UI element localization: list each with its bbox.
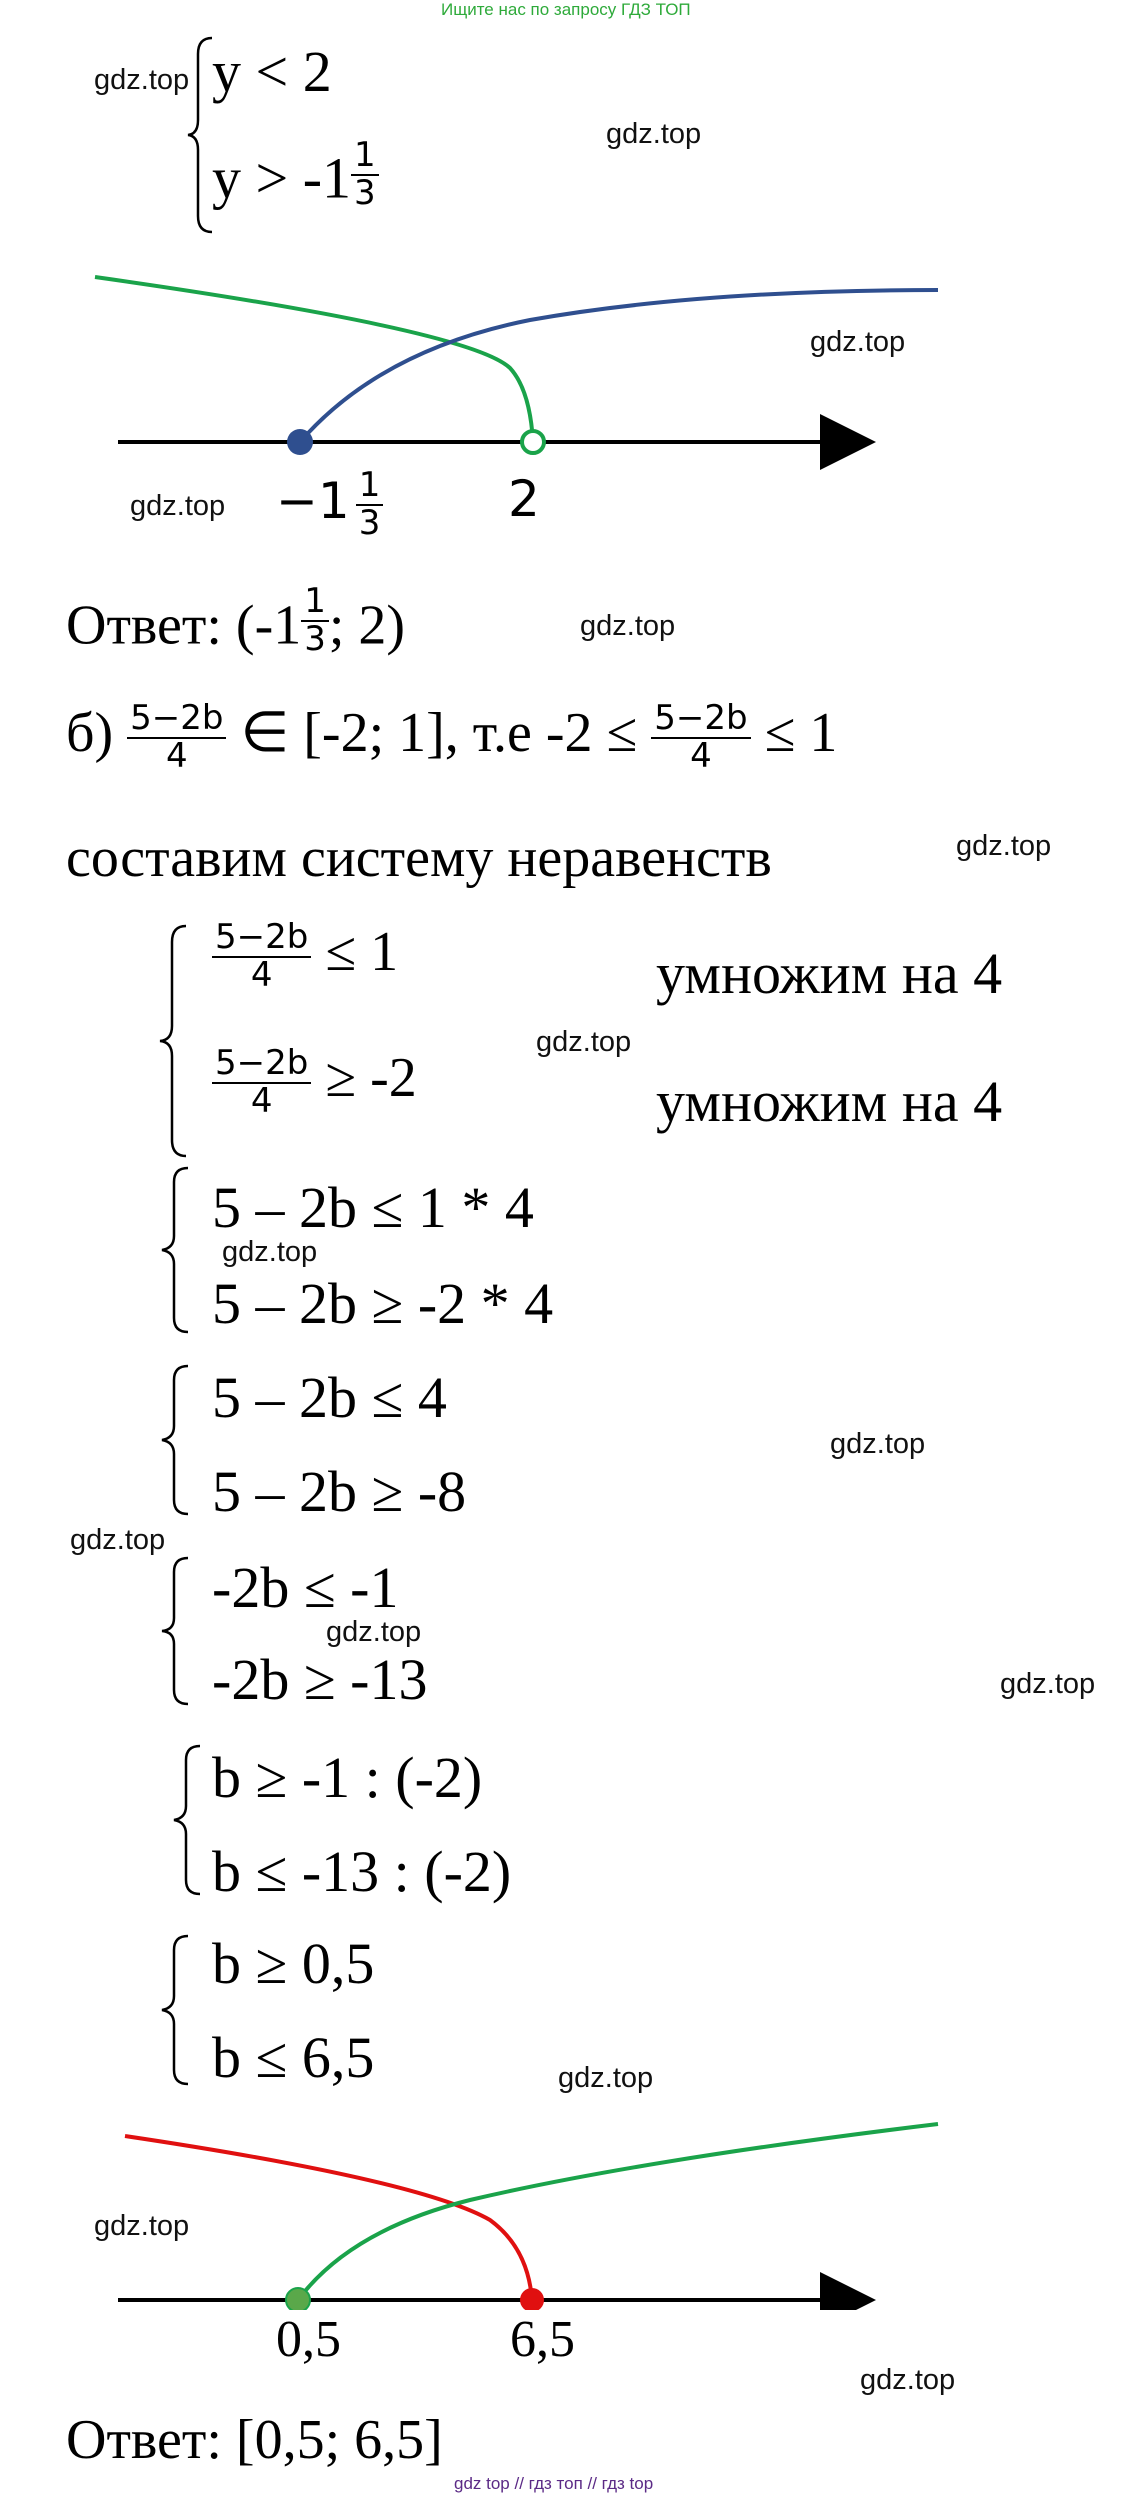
answer-b: Ответ: [0,5; 6,5] [66, 2409, 443, 2471]
system-b1-line1-rel: ≤ 1 [325, 921, 399, 983]
fraction-numerator: 1 [351, 138, 379, 176]
watermark: gdz.top [70, 1524, 166, 1556]
system-brace [158, 924, 190, 1158]
filled-point-left [287, 429, 313, 455]
fraction [351, 135, 379, 213]
system-b2-line1: 5 – 2b ≤ 1 * 4 [212, 1175, 534, 1240]
system-b2-line2: 5 – 2b ≥ -2 * 4 [212, 1271, 554, 1336]
answer-a-prefix: Ответ: (-1 [66, 594, 302, 657]
watermark: gdz.top [558, 2062, 654, 2094]
fraction [212, 917, 311, 996]
watermark: gdz.top [810, 326, 906, 358]
system-b1-line2 [212, 1043, 417, 1122]
watermark: gdz.top [956, 830, 1052, 862]
part-b-intro-suffix: ≤ 1 [764, 702, 838, 764]
watermark: gdz.top [860, 2364, 956, 2396]
system-b5-line1: b ≥ -1 : (-2) [212, 1745, 483, 1810]
fraction-numerator: 5−2b [212, 920, 311, 958]
system-b1-note1: умножим на 4 [656, 941, 1003, 1006]
watermark: gdz.top [830, 1428, 926, 1460]
watermark: gdz.top [580, 610, 676, 642]
fraction-numerator: 1 [301, 584, 329, 622]
footer-links[interactable]: gdz top // гдз топ // гдз top [454, 2474, 654, 2493]
system-b1-note2: умножим на 4 [656, 1069, 1003, 1134]
system-a-line1: y < 2 [212, 39, 332, 104]
watermark: gdz.top [326, 1616, 422, 1648]
fraction [212, 1043, 311, 1122]
answer-a-suffix: ; 2) [328, 594, 406, 657]
system-b4-line2: -2b ≥ -13 [212, 1647, 428, 1712]
system-brace [160, 1166, 192, 1334]
system-b3-line1: 5 – 2b ≤ 4 [212, 1365, 447, 1430]
filled-point-right [520, 2288, 544, 2310]
watermark: gdz.top [94, 2210, 190, 2242]
interval-curve-left [300, 290, 938, 442]
system-brace [160, 1364, 192, 1516]
fraction-denominator: 4 [165, 736, 188, 777]
fraction-denominator: 3 [354, 172, 376, 213]
fraction-denominator: 3 [304, 618, 326, 659]
watermark: gdz.top [130, 490, 226, 522]
fraction-denominator: 4 [250, 955, 273, 996]
filled-point-left [286, 2288, 310, 2310]
system-a-line2 [212, 135, 379, 213]
part-b-intro [66, 700, 837, 775]
system-b6-line2: b ≤ 6,5 [212, 2025, 375, 2090]
part-b-compose: составим систему неравенств [66, 827, 772, 889]
fraction [127, 698, 226, 777]
system-b1-line1 [212, 917, 399, 996]
system-b5-line2: b ≤ -13 : (-2) [212, 1839, 512, 1904]
fraction-denominator: 4 [690, 736, 712, 777]
fraction [301, 581, 329, 659]
fraction [651, 698, 750, 777]
fraction-numerator: 5−2b [212, 1046, 311, 1084]
system-b4-line1: -2b ≤ -1 [212, 1555, 399, 1620]
number-line-a-left-int: −1 [276, 472, 350, 531]
number-line-a-left-label [276, 465, 383, 543]
watermark: gdz.top [606, 118, 702, 150]
part-b-intro-mid: ∈ [-2; 1], т.е -2 ≤ [240, 702, 638, 764]
system-brace [160, 1556, 192, 1706]
system-brace [160, 1934, 192, 2086]
system-brace [172, 1744, 204, 1896]
number-line-b-left-label: 0,5 [276, 2311, 341, 2368]
open-point-right [522, 431, 544, 453]
system-b1-line2-rel: ≥ -2 [325, 1047, 417, 1109]
fraction [356, 465, 384, 543]
number-line-b-right-label: 6,5 [510, 2311, 575, 2368]
system-a-line2-prefix: y > -1 [212, 145, 352, 211]
fraction-denominator: 3 [358, 502, 381, 543]
interval-curve-left [298, 2124, 938, 2300]
system-b6-line1: b ≥ 0,5 [212, 1931, 375, 1996]
watermark: gdz.top [222, 1236, 318, 1268]
number-line-a-right-label: 2 [508, 470, 540, 528]
part-b-label: б) [66, 702, 114, 764]
system-b3-line2: 5 – 2b ≥ -8 [212, 1459, 467, 1524]
fraction-numerator: 5−2b [127, 701, 226, 739]
watermark: gdz.top [94, 64, 190, 96]
fraction-denominator: 4 [250, 1081, 273, 1122]
watermark: gdz.top [536, 1026, 632, 1058]
answer-a [66, 581, 406, 659]
fraction-numerator: 5−2b [651, 701, 750, 739]
top-banner[interactable]: Ищите нас по запросу ГДЗ ТОП [441, 0, 691, 19]
watermark: gdz.top [1000, 1668, 1096, 1700]
fraction-numerator: 1 [356, 468, 384, 506]
interval-curve-right [95, 277, 533, 442]
